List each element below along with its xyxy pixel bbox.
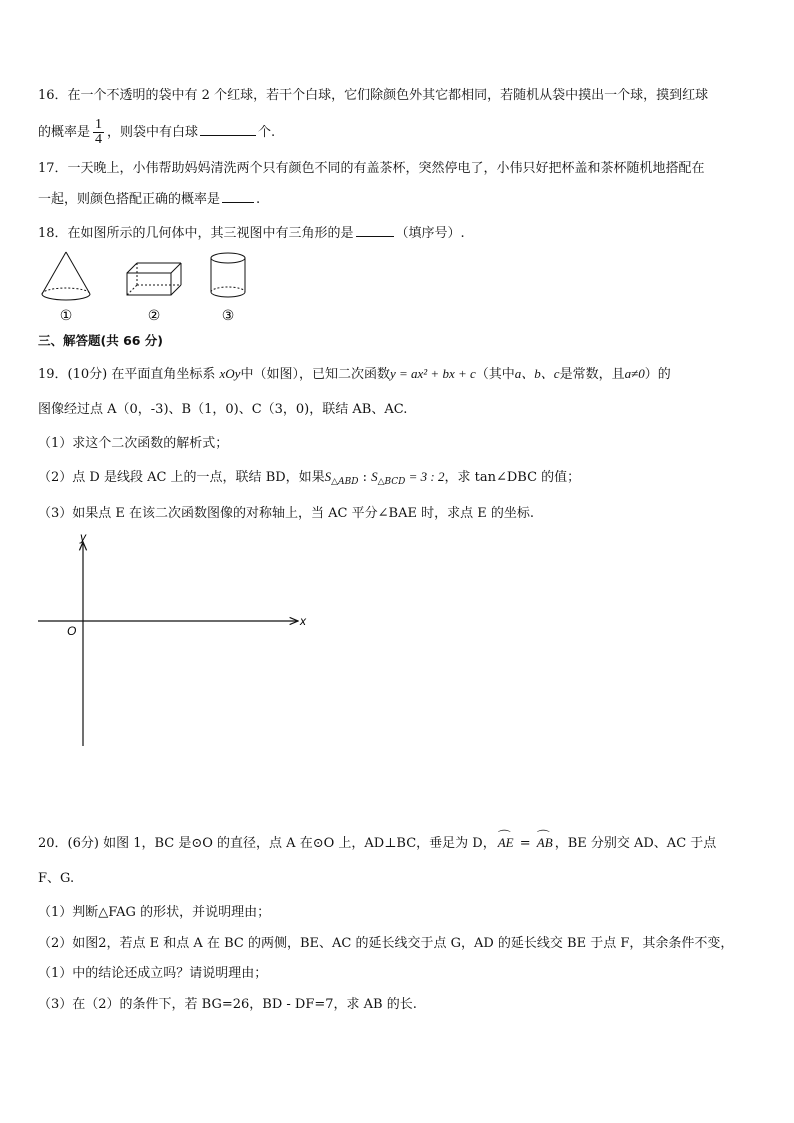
q19-condition: a≠0 — [624, 366, 645, 381]
q16-line1: 16．在一个不透明的袋中有 2 个红球，若干个白球，它们除颜色外其它都相同，若随机从袋中摸出一个球，摸到红球 — [38, 88, 709, 103]
q19-function: y = ax² + bx + c — [389, 366, 476, 381]
arc-equals: = — [519, 836, 531, 851]
cuboid-figure — [127, 263, 181, 295]
figure-label-1: ① — [59, 308, 73, 324]
origin-label: O — [67, 624, 77, 638]
arc-ae: ⌒ AE — [498, 835, 514, 851]
q19-part2-text-b: ，求 tan∠DBC 的值； — [444, 470, 581, 485]
q20-line1 — [38, 832, 716, 851]
q17-line1: 17．一天晚上，小伟帮助妈妈清洗两个只有颜色不同的有盖茶杯，突然停电了，小伟只好把杯盖和茶杯随机地搭配在 — [38, 161, 705, 176]
q20-part2: （2）如图2，若点 E 和点 A 在 BC 的两侧，BE、AC 的延长线交于点 G，AD 的延长线交 BE 于点 F，其余条件不变， — [38, 936, 734, 951]
q19-line2: 图像经过点 A（0，-3)、B（1，0)、C（3，0)，联结 AB、AC. — [38, 402, 408, 417]
q19-text-d: 是常数，且 — [559, 367, 625, 382]
fraction-denominator: 4 — [95, 132, 103, 147]
area-subscript-2: △BCD — [377, 477, 406, 487]
q20-part2-continued: （1）中的结论还成立吗？请说明理由； — [38, 966, 268, 981]
ratio-colon: : — [358, 470, 372, 485]
q19-part3: （3）如果点 E 在该二次函数图像的对称轴上，当 AC 平分∠BAE 时，求点 E 的坐标. — [38, 506, 534, 521]
q18-solids-figure — [38, 248, 258, 326]
q16-text-c: 个. — [258, 125, 276, 140]
q18-text-b: （填序号）. — [395, 226, 465, 241]
q16-line2 — [38, 118, 275, 147]
q17-answer-blank[interactable] — [222, 190, 254, 203]
q19-text-b: 中（如图），已知二次函数 — [240, 367, 390, 382]
q19-part2 — [38, 466, 580, 487]
q19-part1: （1）求这个二次函数的解析式； — [38, 436, 229, 451]
q19-text-c: （其中 — [475, 367, 515, 382]
q19-coordinate-axes — [36, 528, 316, 750]
q18-text-a: 18．在如图所示的几何体中，其三视图中有三角形的是 — [38, 226, 354, 241]
q19-text-a: 19．(10分) 在平面直角坐标系 — [38, 367, 216, 382]
area-subscript-1: △ABD — [331, 477, 359, 487]
q19-constants: a、b、c — [514, 366, 560, 381]
q17-line2 — [38, 188, 260, 207]
area-symbol-1: S — [324, 469, 332, 484]
q17-text-b: . — [256, 192, 261, 207]
figure-label-3: ③ — [221, 308, 235, 324]
q20-part1: （1）判断△FAG 的形状，并说明理由； — [38, 905, 271, 920]
q19-part2-text-a: （2）点 D 是线段 AC 上的一点，联结 BD，如果 — [38, 470, 325, 485]
q18-line — [38, 222, 465, 241]
area-symbol-2: S — [371, 469, 378, 484]
q19-line1 — [38, 363, 671, 382]
q20-part3: （3）在（2）的条件下，若 BG=26，BD - DF=7，求 AB 的长. — [38, 997, 417, 1012]
q18-answer-blank[interactable] — [356, 224, 394, 237]
q19-text-e: ）的 — [644, 367, 671, 382]
y-axis-label: y — [80, 530, 86, 544]
arc-ab: ⌒ AB — [537, 835, 553, 851]
fraction-numerator: 1 — [95, 117, 103, 132]
area-ratio: = 3 : 2 — [405, 469, 445, 484]
q20-line2: F、G. — [38, 871, 75, 886]
cone-figure — [42, 252, 90, 300]
q19-coordinate-system: xOy — [219, 366, 241, 381]
q20-text-a: 20．(6分) 如图 1，BC 是⊙O 的直径，点 A 在⊙O 上，AD⊥BC，垂足为 D， — [38, 836, 496, 851]
figure-label-2: ② — [147, 308, 161, 324]
x-axis-label: x — [300, 614, 306, 628]
q16-fraction — [93, 118, 104, 147]
q16-text-a: 的概率是 — [38, 125, 91, 140]
q16-answer-blank[interactable] — [200, 123, 256, 136]
cylinder-figure — [211, 253, 245, 297]
section-heading: 三、解答题(共 66 分) — [38, 333, 164, 348]
q16-text-b: ，则袋中有白球 — [107, 125, 199, 140]
q17-text-a: 一起，则颜色搭配正确的概率是 — [38, 192, 221, 207]
q20-text-b: ，BE 分别交 AD、AC 于点 — [554, 836, 717, 851]
